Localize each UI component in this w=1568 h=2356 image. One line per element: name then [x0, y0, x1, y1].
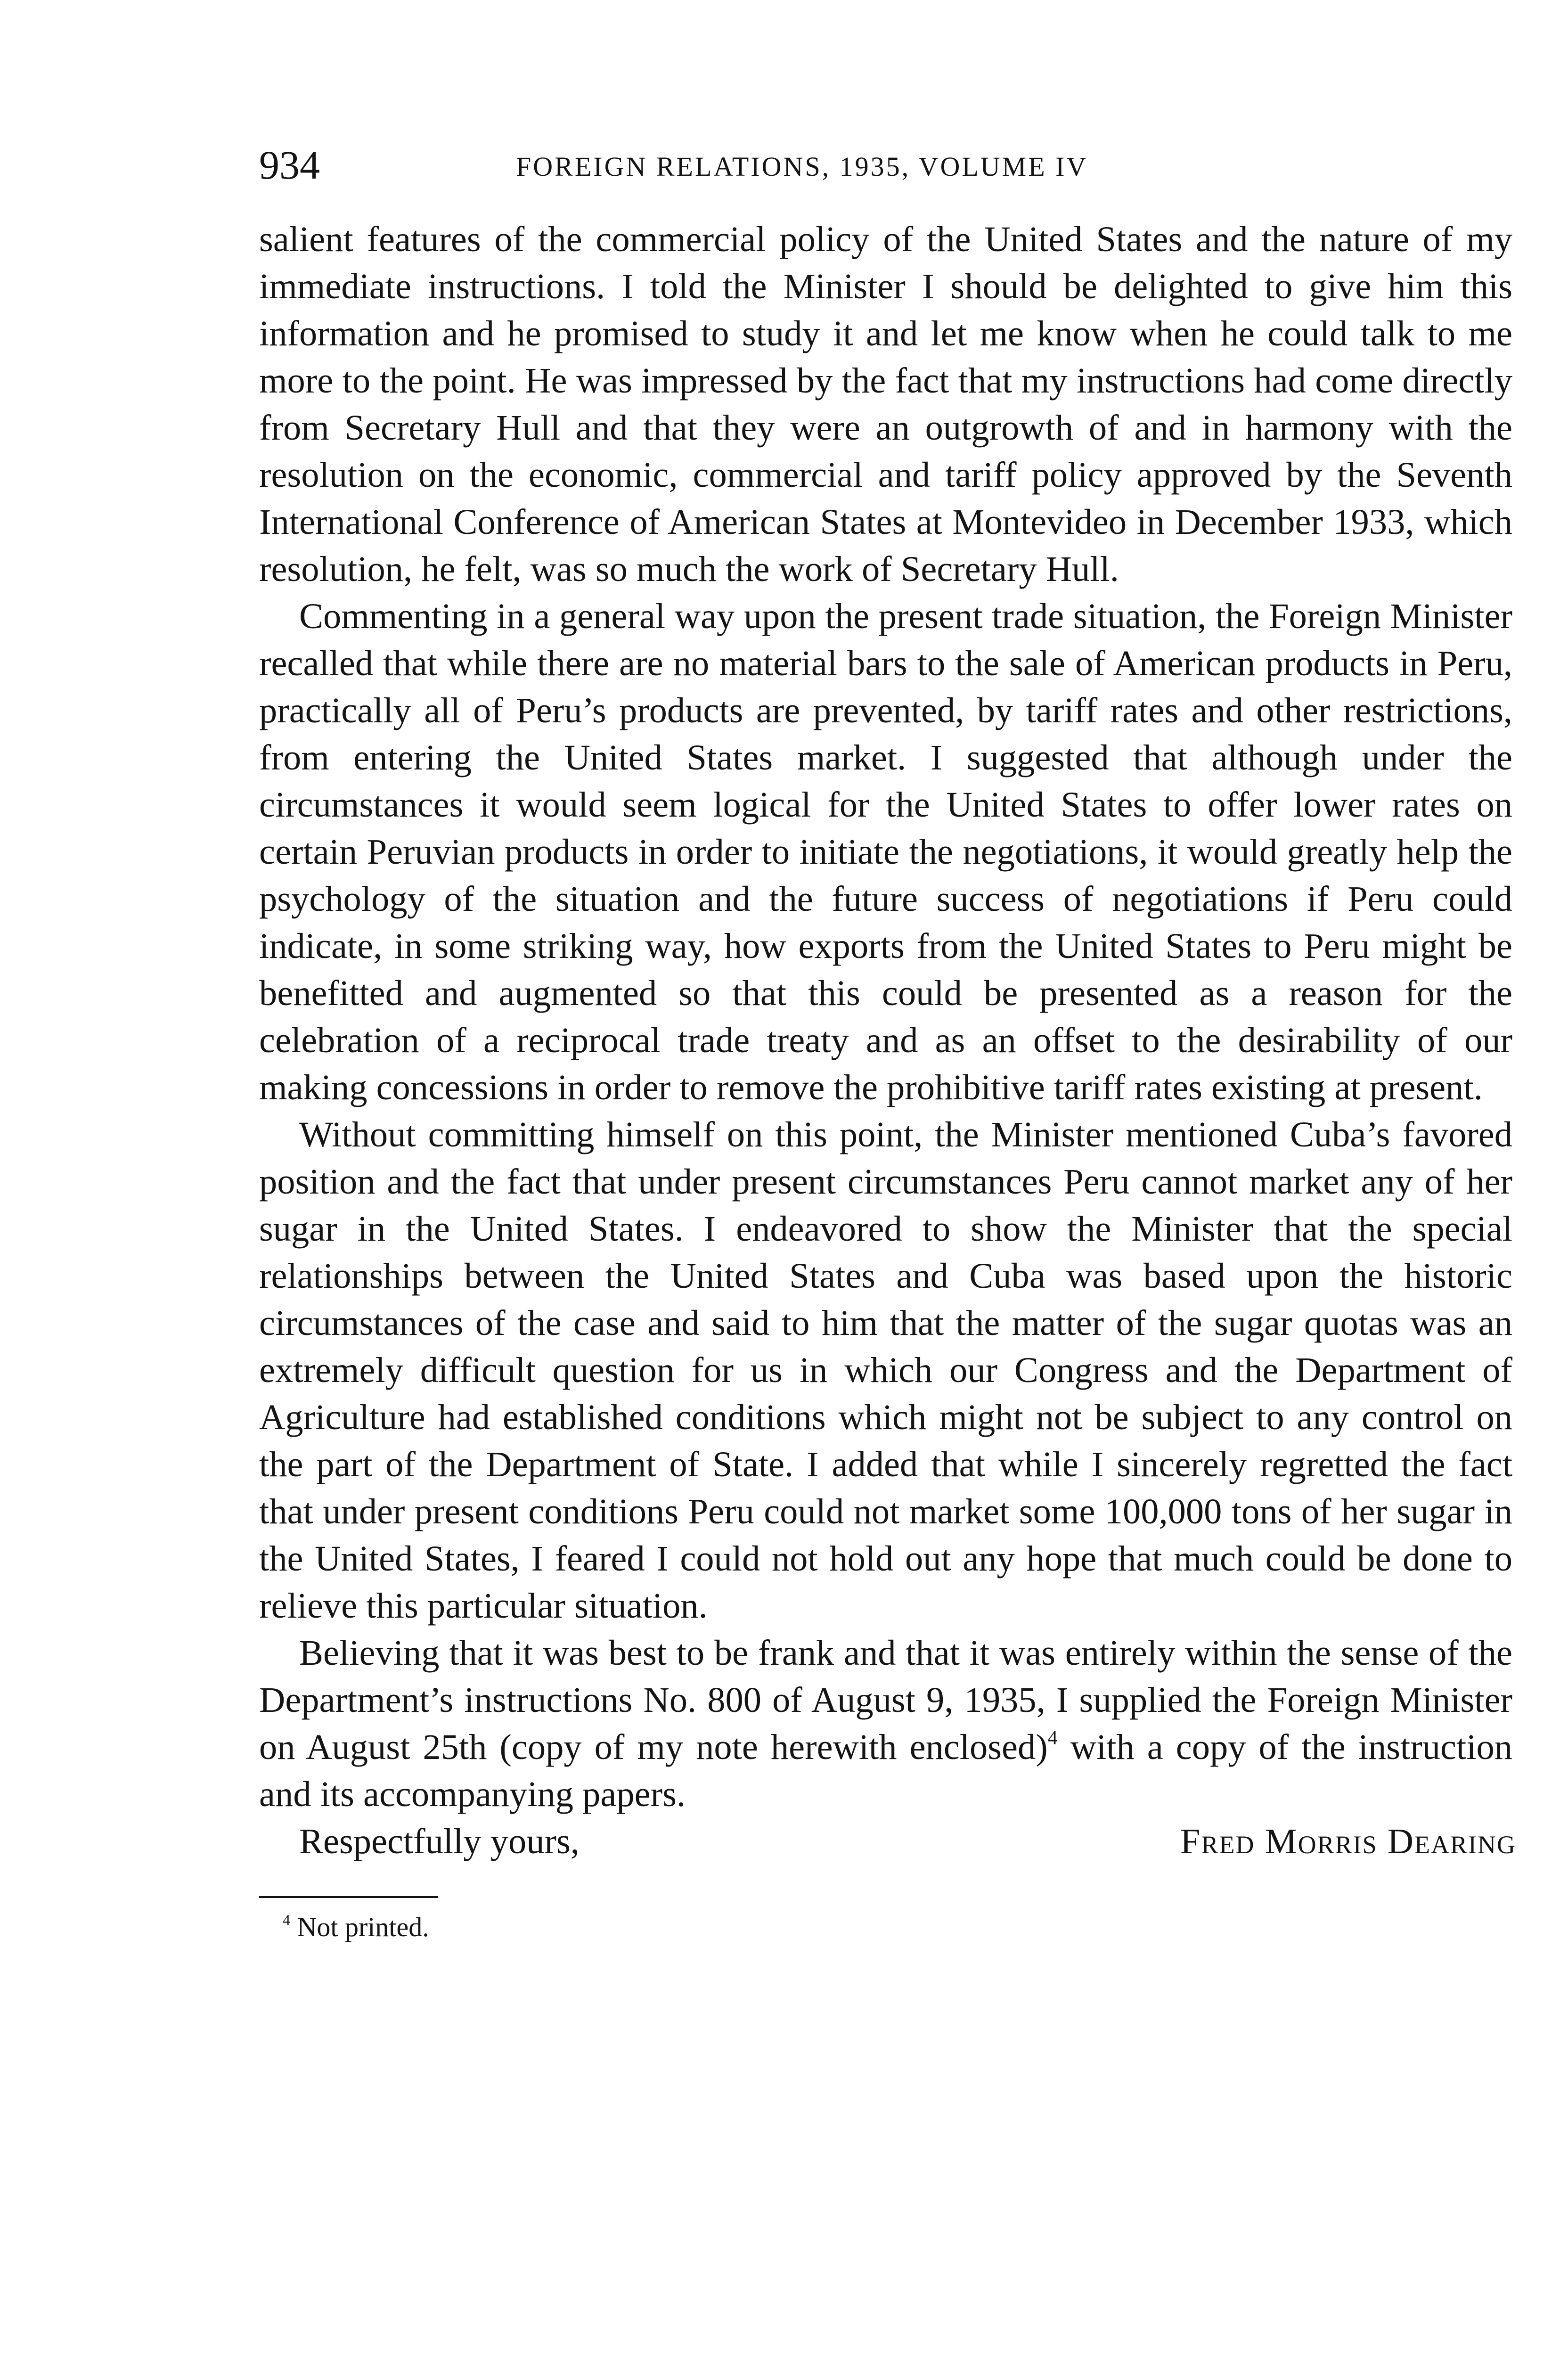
footnote-text: Not printed. — [290, 1912, 429, 1942]
closing-salutation: Respectfully yours, — [299, 1821, 580, 1861]
paragraph-instructions-text-end: with a copy of the instruction and its accompanying papers. — [259, 1727, 1512, 1814]
document-page — [259, 141, 1516, 1946]
running-title: FOREIGN RELATIONS, 1935, VOLUME IV — [516, 151, 1088, 182]
letter-body — [259, 216, 1512, 1818]
paragraph-continuation: salient features of the commercial policy of the United States and the nature of my immediate instructions. I told the Minister I should be delighted to give him this information and he promised to study it and let me know when he could talk to me more to the point. He was impressed by the fact that my instructions had come directly from Secretary Hull and that they were an outgrowth of and in harmony with the resolution on the economic, commercial and tariff policy approved by the Seventh International Conference of American States at Montevideo in December 1933, which resolution, he felt, was so much the work of Secretary Hull. — [259, 219, 1512, 589]
footnote-mark: 4 — [283, 1912, 290, 1929]
paragraph-cuba-sugar: Without committing himself on this point, the Minister mentioned Cuba’s favored position and the fact that under present circumstances Peru cannot market any of her sugar in the United States. I endeavored to show the Minister that the special relationships between the United States and Cuba was based upon the historic circumstances of the case and said to him that the matter of the sugar quotas was an extremely difficult question for us in which our Congress and the Department of Agriculture had established conditions which might not be subject to any control on the part of the Department of State. I added that while I sincerely regretted the fact that under present conditions Peru could not market some 100,000 tons of her sugar in the United States, I feared I could not hold out any hope that much could be done to relieve this particular situation. — [259, 1114, 1512, 1626]
footnote-reference: 4 — [1047, 1727, 1058, 1749]
footnote-divider — [259, 1896, 438, 1898]
page-header — [259, 141, 1512, 198]
footnote — [259, 1908, 1512, 1946]
paragraph-instructions-text: Believing that it was best to be frank and that it was entirely within the sense of the Department’s instructions No. 800 of August 9, 1935, I supplied the Foreign Minister on August 25th (copy of my note herewith enclosed) — [259, 1633, 1512, 1767]
paragraph-instructions — [259, 1629, 1512, 1818]
signature-block — [259, 1818, 1516, 1865]
paragraph-trade-situation: Commenting in a general way upon the present trade situation, the Foreign Minister recalled that while there are no material bars to the sale of American products in Peru, practically all of Peru’s products are prevented, by tariff rates and other restrictions, from entering the United States market. I suggested that although under the circumstances it would seem logical for the United States to offer lower rates on certain Peruvian products in order to initiate the negotiations, it would greatly help the psychology of the situation and the future success of negotiations if Peru could indicate, in some striking way, how exports from the United States to Peru might be benefitted and augmented so that this could be presented as a reason for the celebration of a reciprocal trade treaty and as an offset to the desirability of our making concessions in order to remove the prohibitive tariff rates existing at present. — [259, 596, 1512, 1107]
page-number: 934 — [259, 142, 320, 188]
signature-name: Fred Morris Dearing — [1180, 1821, 1516, 1861]
